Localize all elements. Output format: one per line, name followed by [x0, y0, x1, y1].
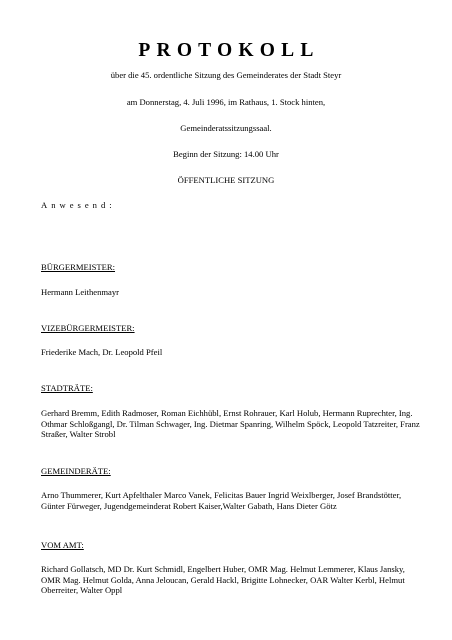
section-heading-gemeinderaete: GEMEINDERÄTE: — [41, 466, 111, 476]
anwesend-label: Anwesend: — [41, 200, 116, 210]
section-text-stadtraete: Gerhard Bremm, Edith Radmoser, Roman Eichhübl, Ernst Rohrauer, Karl Holub, Hermann Ruprechter, Ing. Othmar Schloßgangl, Dr. Tilman Schwager, Ing. Dietmar Spanring, Wilhelm Spöck, Leopold Tatzreiter, Franz Straßer, Walter Strobl — [41, 408, 420, 440]
section-text-vom-amt: Richard Gollatsch, MD Dr. Kurt Schmidl, Engelbert Huber, OMR Mag. Helmut Lemmerer, Klaus Jansky, OMR Mag. Helmut Golda, Anna Jeloucan, Gerald Hackl, Brigitte Lohnecker, OAR Walter Kerbl, Helmut Oberreiter, Walter Oppl — [41, 564, 405, 596]
document-title: PROTOKOLL — [138, 40, 320, 61]
intro-line-4: Beginn der Sitzung: 14.00 Uhr — [173, 149, 279, 159]
intro-line-5: ÖFFENTLICHE SITZUNG — [177, 175, 275, 185]
intro-line-1: über die 45. ordentliche Sitzung des Gemeinderates der Stadt Steyr — [110, 70, 342, 80]
section-heading-buergermeister: BÜRGERMEISTER: — [41, 262, 116, 272]
section-text-gemeinderaete: Arno Thummerer, Kurt Apfelthaler Marco Vanek, Felicitas Bauer Ingrid Weixlberger, Josef Brandstötter, Günter Fürweger, Jugendgemeinderat Robert Kaiser,Walter Gabath, Hans Dieter Götz — [41, 490, 402, 511]
section-heading-vom-amt: VOM AMT: — [41, 540, 84, 550]
section-text-buergermeister: Hermann Leithenmayr — [41, 287, 120, 297]
section-text-vizebuergermeister: Friederike Mach, Dr. Leopold Pfeil — [41, 347, 163, 357]
section-heading-vizebuergermeister: VIZEBÜRGERMEISTER: — [41, 323, 135, 333]
intro-line-3: Gemeinderatssitzungssaal. — [180, 123, 272, 133]
intro-line-2: am Donnerstag, 4. Juli 1996, im Rathaus, 1. Stock hinten, — [126, 97, 326, 107]
section-heading-stadtraete: STADTRÄTE: — [41, 383, 93, 393]
